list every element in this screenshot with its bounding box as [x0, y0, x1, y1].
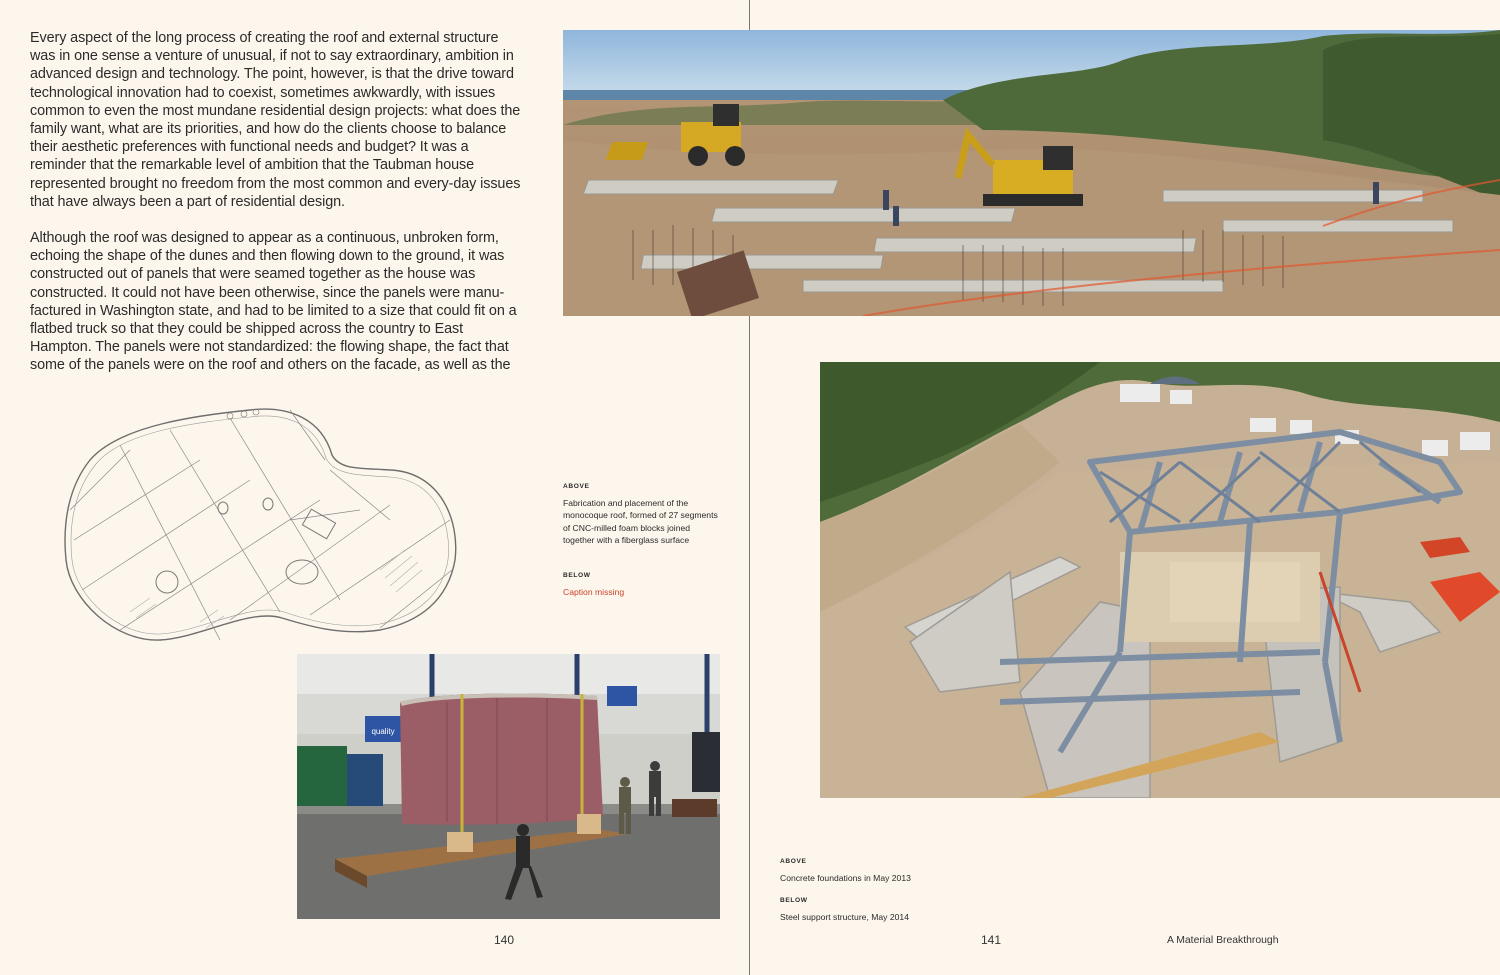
caption-below-label: BELOW	[563, 572, 591, 579]
running-head: A Material Breakthrough	[1167, 935, 1279, 946]
banner-text: quality	[371, 727, 395, 736]
caption-above-label: ABOVE	[563, 483, 590, 490]
caption-foundations	[780, 856, 1000, 884]
page-number-left: 140	[494, 933, 515, 947]
roof-panel-plan-drawing	[60, 400, 460, 648]
caption-missing-text: Caption missing	[563, 586, 625, 597]
fabrication-warehouse-photo	[297, 654, 720, 919]
page-number-right: 141	[981, 933, 1002, 947]
foundations-photo	[563, 30, 1500, 316]
caption-below-label-right: BELOW	[780, 897, 808, 904]
steel-structure-photo	[820, 362, 1500, 798]
body-paragraph-1: Every aspect of the long process of creating the roof and external structure was in one sense a venture of unusual, if not to say extraordinary, ambition in advanced design and technology. The point, however, is that the drive toward technological innovation had to coexist, sometimes awkwardly, with issues common to even the most mundane residential design projects: what does the family want, what are its priorities, and how do the clients choose to balance their aesthetic preferences with functional needs and budget? It was a reminder that the remarkable level of ambition that the Taubman house represented brought no freedom from the most common and every-day issues that have always been a part of residential design.	[30, 30, 521, 210]
caption-below-left	[563, 570, 723, 598]
caption-below-text-right: Steel support structure, May 2014	[780, 911, 909, 922]
caption-steel-structure	[780, 895, 1000, 923]
body-paragraph-2: Although the roof was designed to appear as a continuous, unbroken form, echoing the shape of the dunes and then flowing down to the ground, it was constructed out of panels that were seamed together as the house was constructed. It could not have been otherwise, since the panels were manu-factured in Washington state, and had to be limited to a size that could fit on a flatbed truck so that they could be shipped across the country to East Hampton. The panels were not standardized: the flowing shape, the fact that some of the panels were on the roof and others on the facade, as well as the	[30, 230, 517, 374]
caption-fabrication	[563, 481, 723, 547]
caption-above-text-right: Concrete foundations in May 2013	[780, 872, 911, 883]
caption-above-text: Fabrication and placement of the monocoque roof, formed of 27 segments of CNC-milled foam blocks joined together with a fiberglass surface	[563, 497, 718, 546]
caption-above-label-right: ABOVE	[780, 858, 807, 865]
